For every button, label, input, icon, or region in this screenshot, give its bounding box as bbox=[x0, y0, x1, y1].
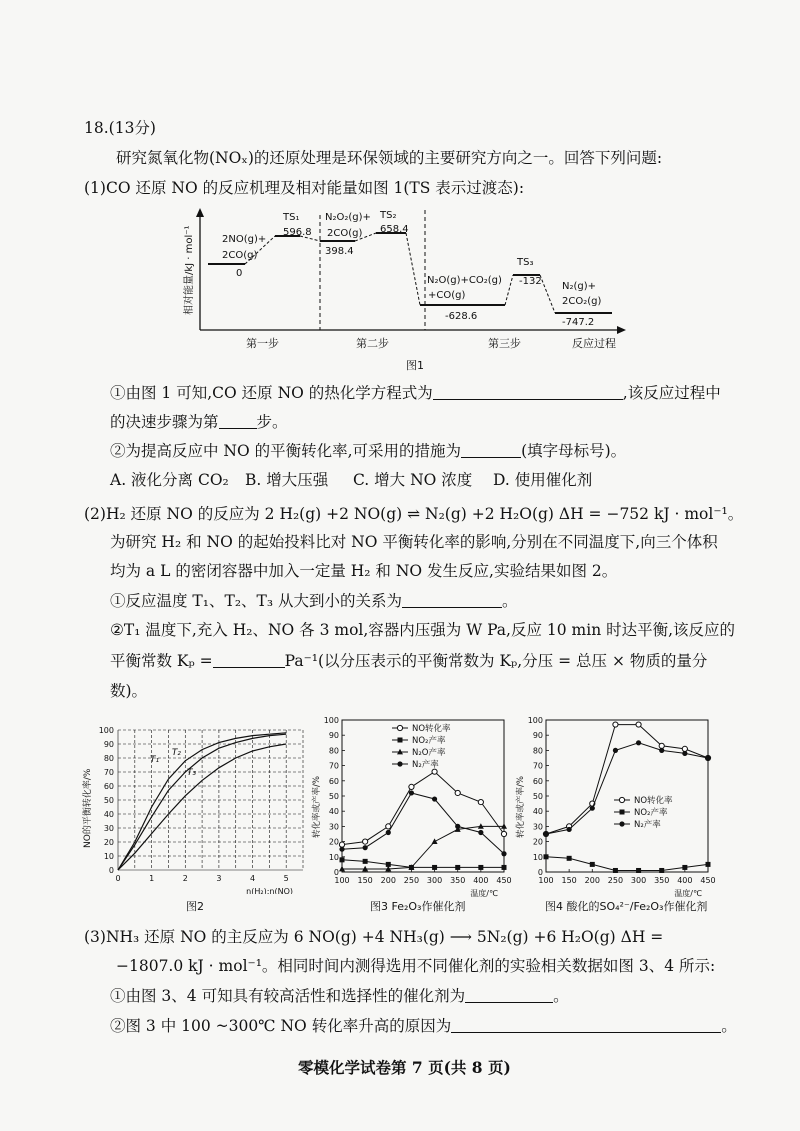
figure2-chart bbox=[80, 722, 310, 894]
fig2-ytick-label: 100 bbox=[98, 726, 114, 735]
fig3-point bbox=[339, 847, 344, 852]
part2-q2-line1: ②T₁ 温度下,充入 H₂、NO 各 3 mol,容器内压强为 W Pa,反应 10 min 时达平衡,该反应的 bbox=[110, 621, 736, 639]
fig3-legend-label: NO转化率 bbox=[412, 724, 451, 734]
fig3-point bbox=[409, 784, 414, 789]
fig3-ylabel: 转化率或产率/% bbox=[312, 776, 322, 838]
answer-blank-reason[interactable] bbox=[451, 1017, 721, 1033]
fig4-legend-marker bbox=[619, 821, 624, 826]
fig2-ytick-label: 40 bbox=[103, 810, 114, 819]
fig4-ytick-label: 70 bbox=[532, 761, 543, 771]
fig1-species-1b: 2CO(g) bbox=[222, 250, 258, 261]
part1-q1-text-d: 步。 bbox=[256, 413, 288, 431]
fig4-point bbox=[544, 854, 549, 859]
fig1-value-ts3: -132 bbox=[519, 276, 542, 287]
part3-line2: −1807.0 kJ · mol⁻¹。相同时间内测得选用不同催化剂的实验相关数据如图 3、4 所示: bbox=[116, 957, 716, 975]
part1-options bbox=[110, 470, 592, 490]
fig3-ytick-label: 80 bbox=[328, 746, 339, 756]
answer-blank-temperature[interactable] bbox=[402, 592, 502, 608]
fig2-ylabel: NO的平衡转化率/% bbox=[83, 768, 93, 848]
answer-blank-equation[interactable] bbox=[433, 384, 623, 400]
fig2-xtick-label: 3 bbox=[216, 874, 222, 883]
fig1-step2: 第二步 bbox=[356, 337, 389, 350]
part1-q1-text-a: ①由图 1 可知,CO 还原 NO 的热化学方程式为 bbox=[110, 384, 433, 402]
question-header bbox=[84, 118, 156, 138]
fig4-point bbox=[590, 806, 595, 811]
fig3-ytick-label: 30 bbox=[328, 822, 339, 832]
fig2-curve-label: T₃ bbox=[186, 767, 197, 778]
fig4-legend-marker bbox=[620, 810, 625, 815]
fig2-curve-label: T₂ bbox=[171, 748, 181, 759]
fig4-ytick-label: 60 bbox=[532, 776, 543, 786]
fig1-species-3b: +CO(g) bbox=[428, 290, 466, 301]
part3-q1-text-a: ①由图 3、4 可知具有较高活性和选择性的催化剂为 bbox=[110, 987, 466, 1005]
fig3-xlabel: 温度/℃ bbox=[470, 889, 498, 898]
fig4-ytick-label: 90 bbox=[532, 731, 543, 741]
fig3-legend-label: N₂产率 bbox=[412, 760, 439, 770]
fig3-point bbox=[501, 851, 506, 856]
fig4-ytick-label: 0 bbox=[537, 868, 543, 877]
fig1-step1: 第一步 bbox=[246, 337, 279, 350]
fig3-ytick-label: 20 bbox=[328, 837, 339, 847]
fig4-xtick-label: 200 bbox=[584, 876, 600, 885]
fig1-step3: 第三步 bbox=[488, 337, 521, 350]
fig4-ylabel: 转化率或产率/% bbox=[516, 776, 526, 838]
fig1-value-ts1: 596.8 bbox=[283, 227, 312, 238]
intro-text: 研究氮氧化物(NOₓ)的还原处理是环保领域的主要研究方向之一。回答下列问题: bbox=[116, 149, 663, 167]
fig3-xtick-label: 150 bbox=[357, 876, 373, 885]
fig4-xtick-label: 450 bbox=[700, 876, 716, 885]
fig3-point bbox=[340, 857, 345, 862]
fig1-value-int2: -628.6 bbox=[445, 311, 478, 322]
figure3-chart bbox=[308, 710, 518, 902]
fig1-species-1a: 2NO(g)+ bbox=[222, 234, 267, 245]
option-b: B. 增大压强 bbox=[245, 471, 329, 489]
fig4-xtick-label: 150 bbox=[561, 876, 577, 885]
fig4-xlabel: 温度/℃ bbox=[674, 889, 702, 898]
fig4-series-line bbox=[546, 743, 708, 834]
fig3-xtick-label: 300 bbox=[426, 876, 443, 885]
part1-q1-text-c: 的决速步骤为第 bbox=[110, 413, 219, 431]
fig1-value-product: -747.2 bbox=[562, 317, 595, 328]
part1-q2-text-b: (填字母标号)。 bbox=[521, 442, 627, 460]
fig3-point bbox=[455, 790, 460, 795]
fig4-point bbox=[705, 755, 710, 760]
question-number: 18. bbox=[84, 119, 109, 137]
fig4-ytick-label: 100 bbox=[527, 716, 543, 725]
fig1-ts2: TS₂ bbox=[380, 210, 397, 221]
fig3-point bbox=[363, 845, 368, 850]
fig3-ytick-label: 70 bbox=[328, 761, 339, 771]
fig1-caption: 图1 bbox=[406, 359, 424, 372]
fig3-legend-marker bbox=[397, 761, 402, 766]
fig4-point bbox=[659, 743, 664, 748]
fig3-xtick-label: 400 bbox=[473, 876, 489, 885]
part2-q2-line3: 数)。 bbox=[110, 682, 148, 700]
part2-q1 bbox=[110, 591, 518, 611]
fig1-species-2b: 2CO(g) bbox=[327, 228, 363, 239]
fig4-point bbox=[613, 868, 618, 873]
fig3-legend-label: N₂O产率 bbox=[412, 748, 446, 758]
fig1-species-4a: N₂(g)+ bbox=[562, 281, 597, 292]
fig2-ytick-label: 10 bbox=[103, 852, 114, 861]
part3-q2-text-a: ②图 3 中 100 ~300℃ NO 转化率升高的原因为 bbox=[110, 1017, 452, 1035]
fig2-curve-label: T₁ bbox=[149, 755, 160, 766]
fig3-legend-marker bbox=[397, 725, 402, 730]
fig4-xtick-label: 300 bbox=[630, 876, 647, 885]
fig3-ytick-label: 10 bbox=[328, 852, 339, 862]
part1-stem: (1)CO 还原 NO 的反应机理及相对能量如图 1(TS 表示过渡态): bbox=[84, 179, 525, 197]
fig4-point bbox=[659, 868, 664, 873]
fig1-species-2a: N₂O₂(g)+ bbox=[325, 212, 371, 223]
fig4-point bbox=[567, 827, 572, 832]
fig4-point bbox=[659, 748, 664, 753]
fig4-series-line bbox=[546, 725, 708, 834]
fig3-point bbox=[386, 830, 391, 835]
fig3-legend-marker bbox=[398, 738, 403, 743]
fig4-point bbox=[636, 722, 641, 727]
fig4-frame bbox=[546, 720, 708, 872]
part1-q1-line2 bbox=[110, 412, 288, 432]
fig3-xtick-label: 450 bbox=[496, 876, 512, 885]
fig4-point bbox=[682, 751, 687, 756]
part2-q2-text-b: 平衡常数 Kₚ = bbox=[110, 652, 213, 670]
fig3-point bbox=[432, 838, 438, 844]
fig3-point bbox=[432, 796, 437, 801]
fig3-legend-label: NO₂产率 bbox=[412, 736, 446, 746]
fig1-species-4b: 2CO₂(g) bbox=[562, 296, 602, 307]
part2-line3: 均为 a L 的密闭容器中加入一定量 H₂ 和 NO 发生反应,实验结果如图 2。 bbox=[110, 562, 618, 580]
fig4-point bbox=[613, 748, 618, 753]
fig4-point bbox=[543, 831, 548, 836]
fig3-point bbox=[363, 839, 368, 844]
fig4-ytick-label: 80 bbox=[532, 746, 543, 756]
fig3-point bbox=[386, 824, 391, 829]
fig2-ytick-label: 20 bbox=[103, 838, 114, 847]
answer-blank-catalyst[interactable] bbox=[465, 987, 553, 1003]
fig3-point bbox=[339, 842, 344, 847]
fig4-point bbox=[590, 862, 595, 867]
fig2-xtick-label: 5 bbox=[283, 874, 289, 883]
fig3-point bbox=[478, 830, 483, 835]
fig4-point bbox=[636, 868, 641, 873]
fig1-value-ts2: 658.4 bbox=[380, 224, 409, 235]
fig1-ylabel: 相对能量/kJ · mol⁻¹ bbox=[184, 225, 195, 315]
part3-q1-text-b: 。 bbox=[553, 987, 569, 1005]
question-points: (13分) bbox=[108, 119, 156, 137]
fig4-point bbox=[682, 746, 687, 751]
answer-blank-measure[interactable] bbox=[461, 442, 521, 458]
fig4-ytick-label: 20 bbox=[532, 837, 543, 847]
fig2-xtick-label: 1 bbox=[149, 874, 155, 883]
fig3-xtick-label: 100 bbox=[334, 876, 350, 885]
fig4-point bbox=[613, 722, 618, 727]
part2-line1: (2)H₂ 还原 NO 的反应为 2 H₂(g) +2 NO(g) ⇌ N₂(g) +2 H₂O(g) ΔH = −752 kJ · mol⁻¹。 bbox=[84, 505, 744, 523]
fig2-caption: 图2 bbox=[186, 900, 204, 913]
fig2-ytick-label: 90 bbox=[103, 740, 114, 749]
fig1-xlabel: 反应过程 bbox=[572, 337, 616, 350]
fig2-ytick-label: 0 bbox=[108, 866, 114, 875]
part3-q2-text-b: 。 bbox=[721, 1017, 737, 1035]
fig1-ts1: TS₁ bbox=[283, 212, 300, 223]
fig3-point bbox=[363, 859, 368, 864]
fig1-species-3a: N₂O(g)+CO₂(g) bbox=[427, 275, 502, 286]
fig3-ytick-label: 100 bbox=[323, 716, 339, 725]
fig2-ytick-label: 60 bbox=[103, 782, 114, 791]
fig3-ytick-label: 40 bbox=[328, 807, 339, 817]
fig3-point bbox=[432, 865, 437, 870]
part2-q1-text-b: 。 bbox=[502, 592, 518, 610]
figure4-chart bbox=[512, 710, 717, 902]
fig1-value-int1: 398.4 bbox=[325, 246, 354, 257]
fig2-ytick-label: 50 bbox=[103, 796, 114, 805]
fig4-ytick-label: 30 bbox=[532, 822, 543, 832]
part3-q1 bbox=[110, 986, 569, 1006]
fig4-ytick-label: 40 bbox=[532, 807, 543, 817]
fig3-caption: 图3 Fe₂O₃作催化剂 bbox=[370, 900, 466, 913]
fig4-legend-label: NO转化率 bbox=[634, 796, 673, 806]
fig3-point bbox=[478, 799, 483, 804]
part3-line1: (3)NH₃ 还原 NO 的主反应为 6 NO(g) +4 NH₃(g) ⟶ 5N₂(g) +6 H₂O(g) ΔH = bbox=[84, 928, 664, 946]
fig3-point bbox=[502, 865, 507, 870]
part2-q2-text-c: Pa⁻¹(以分压表示的平衡常数为 Kₚ,分压 = 总压 × 物质的量分 bbox=[284, 652, 708, 670]
fig4-legend-label: NO₂产率 bbox=[634, 808, 668, 818]
fig3-point bbox=[409, 790, 414, 795]
option-c: C. 增大 NO 浓度 bbox=[353, 471, 473, 489]
part1-q2-text-a: ②为提高反应中 NO 的平衡转化率,可采用的措施为 bbox=[110, 442, 462, 460]
option-d: D. 使用催化剂 bbox=[493, 471, 593, 489]
fig3-xtick-label: 200 bbox=[380, 876, 396, 885]
page-footer: 零模化学试卷第 7 页(共 8 页) bbox=[298, 1058, 511, 1077]
fig2-xtick-label: 2 bbox=[182, 874, 188, 883]
fig2-ytick-label: 80 bbox=[103, 754, 114, 763]
fig4-ytick-label: 50 bbox=[532, 792, 543, 801]
fig3-ytick-label: 50 bbox=[328, 792, 339, 801]
fig4-legend-label: N₂产率 bbox=[634, 820, 661, 830]
part1-q1-line1 bbox=[110, 383, 721, 403]
fig4-legend-marker bbox=[619, 797, 624, 802]
fig3-point bbox=[455, 824, 460, 829]
fig4-xtick-label: 400 bbox=[677, 876, 693, 885]
fig2-xtick-label: 4 bbox=[249, 874, 256, 883]
option-a: A. 液化分离 CO₂ bbox=[110, 471, 229, 489]
fig4-ytick-label: 10 bbox=[532, 852, 543, 862]
fig3-point bbox=[478, 865, 483, 870]
figure1-energy-diagram bbox=[180, 205, 650, 375]
fig2-ytick-label: 70 bbox=[103, 768, 114, 777]
part2-line2: 为研究 H₂ 和 NO 的起始投料比对 NO 平衡转化率的影响,分别在不同温度下,向三个体积 bbox=[110, 533, 718, 551]
fig4-xtick-label: 350 bbox=[654, 876, 670, 885]
fig4-caption: 图4 酸化的SO₄²⁻/Fe₂O₃作催化剂 bbox=[545, 900, 708, 913]
fig4-point bbox=[636, 740, 641, 745]
fig3-point bbox=[501, 831, 506, 836]
fig2-ytick-label: 30 bbox=[103, 824, 114, 833]
fig3-point bbox=[455, 865, 460, 870]
fig3-ytick-label: 0 bbox=[333, 868, 339, 877]
part2-q2-line2 bbox=[110, 651, 707, 671]
fig2-xtick-label: 0 bbox=[115, 874, 121, 883]
fig1-ts3: TS₃ bbox=[517, 257, 534, 268]
fig3-ytick-label: 90 bbox=[328, 731, 339, 741]
part1-q1-text-b: ,该反应过程中 bbox=[622, 384, 721, 402]
fig4-xtick-label: 250 bbox=[607, 876, 624, 885]
fig4-point bbox=[682, 865, 687, 870]
answer-blank-step[interactable] bbox=[219, 413, 257, 429]
part2-q1-text-a: ①反应温度 T₁、T₂、T₃ 从大到小的关系为 bbox=[110, 592, 403, 610]
fig2-xlabel: n(H₂):n(NO) bbox=[246, 887, 293, 894]
part3-q2 bbox=[110, 1016, 737, 1036]
fig4-point bbox=[706, 862, 711, 867]
fig3-ytick-label: 60 bbox=[328, 776, 339, 786]
fig4-point bbox=[567, 856, 572, 861]
fig3-xtick-label: 350 bbox=[450, 876, 466, 885]
answer-blank-kp[interactable] bbox=[213, 652, 285, 668]
part1-q2-line bbox=[110, 441, 626, 461]
fig1-value-0: 0 bbox=[236, 268, 243, 279]
fig4-xtick-label: 100 bbox=[538, 876, 554, 885]
fig3-xtick-label: 250 bbox=[403, 876, 420, 885]
